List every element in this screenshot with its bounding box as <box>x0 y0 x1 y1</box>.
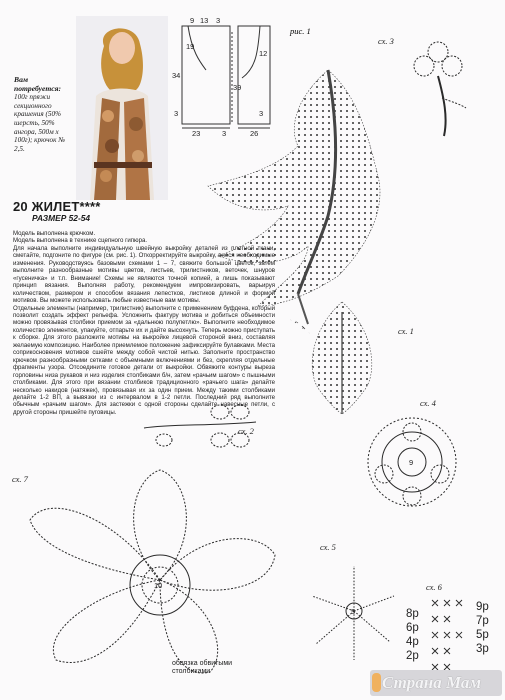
label-scheme-7: сх. 7 <box>12 474 28 484</box>
label-scheme-3: сх. 3 <box>378 36 394 46</box>
logo-figure-icon <box>372 673 381 692</box>
dim-bottom-1: 23 <box>192 129 201 138</box>
row-3: 3р <box>476 643 489 655</box>
dim-left-mid: 19 <box>186 42 195 51</box>
row-numbers-right <box>476 600 489 656</box>
row-7: 7р <box>476 615 489 627</box>
scheme-7-flower <box>10 460 300 685</box>
scheme-4-flower <box>352 400 472 520</box>
paragraph-1: Модель выполнена крючком. <box>13 230 96 237</box>
label-scheme-1: сх. 1 <box>398 326 414 336</box>
dim-hem-right: 3 <box>259 109 264 118</box>
materials-block <box>14 76 76 153</box>
scheme-6-grid <box>426 594 466 674</box>
size-label: РАЗМЕР 52-54 <box>32 213 91 223</box>
scheme-5-star <box>304 556 404 666</box>
dim-arm: 12 <box>259 49 268 58</box>
dim-bottom-2: 3 <box>222 129 227 138</box>
materials-text: 100г пряжи секционного крашения (50% шерсть, 50% ангора, 500м x 100г); крючок № 2,5. <box>14 93 66 153</box>
row-6: 6р <box>406 622 419 634</box>
scheme-5-center-number: 5 <box>351 607 356 616</box>
site-logo <box>370 670 502 696</box>
fig-label: рис. 1 <box>290 26 311 36</box>
scheme-7-center-number: 10 <box>154 581 163 590</box>
article-title: 20 ЖИЛЕТ**** <box>13 199 101 214</box>
materials-heading: Вам потребуется: <box>14 75 62 93</box>
model-photo <box>76 16 168 200</box>
paragraph-3: Для начала выполните индивидуальную швейную выкройку деталей из плотной ткани, сметайте, подгоните по фигуре (см. рис. 1). Откорректируйте выкройку, внеся необходимые изменения. Руководствуясь базовыми схемами 1 – 7, свяжите большой цветок, затем выполните разнообразные мотивы цветов, листьев, трилистников, веточек, шнуров «гусеничка» и т.п. Внимание! Схемы не являются точной копией, а лишь показывают принцип вязания. Выполняя работу, рекомендуем импровизировать, варьируя количеством, размером и способом вязания лепестков, листиков длиной и формой мотивов. Вы можете использовать любые известные вам мотивы. <box>13 244 275 305</box>
dim-top-3: 3 <box>216 16 221 25</box>
row-4: 4р <box>406 636 419 648</box>
paragraph-4: Отдельные элементы (например, трилистник) выполните с применением буфдена, который позволит создать эффект рельефа. Усложнить фактуру мотива и добиться объемности можно провязывая столбики приемом за «дальнюю полупетлю». Выполните необходимое количество элементов, упакуйте, отпарьте их и дайте высохнуть. Теперь можно приступать к сборке. Для этого разложите мотивы на выкройке лицевой стороной вниз, составляя желаемую композицию. Наиболее приемлемое положение зафиксируйте булавками. Места соприкосновения мотивов сшейте между собой чистой нитью. Заполните пространство крючком разнообразными сетками с объемными включениями и без, скрепляя отдельные фрагменты узора. Отсоедините готовое детали от выкройки. Обвяжите контуры выреза горловины низа рукавов и низ изделия столбиками б/н, затем «рачьим шагом» с пышными столбиками. Для этого при вязании столбиков традиционного «рачьего шага» делайте несколько накидов (натяжек), провязывая их за один прием. Между такими столбиками делайте 1-2 ВП, а вывязки из с интервалом в 1-2 петли. Последний ряд выполните обычным «рачьим шагом». Для застежки с одной стороны сделайте навесные петли, с другой стороны пришейте пуговицы. <box>13 304 275 416</box>
logo-text: Страна Мам <box>382 673 482 692</box>
row-numbers-left <box>406 607 419 663</box>
label-scheme-5: сх. 5 <box>320 542 336 552</box>
scheme-4-center-number: 9 <box>409 458 414 467</box>
label-scheme-2: сх. 2 <box>238 426 254 436</box>
label-scheme-4: сх. 4 <box>420 398 436 408</box>
dim-hem-left: 3 <box>174 109 179 118</box>
label-scheme-6: сх. 6 <box>426 582 442 592</box>
dim-top-2: 13 <box>200 16 209 25</box>
dim-top-1: 9 <box>190 16 195 25</box>
row-9: 9р <box>476 601 489 613</box>
instructions-text <box>13 230 275 416</box>
dim-side: 34 <box>172 71 181 80</box>
row-8: 8р <box>406 608 419 620</box>
paragraph-2: Модель выполнена в технике сцепного гипюра. <box>13 237 148 245</box>
dim-width-top: 39 <box>233 83 242 92</box>
dim-bottom-3: 26 <box>250 129 259 138</box>
scheme-3-trefoil <box>408 38 468 138</box>
row-2: 2р <box>406 650 419 662</box>
edging-annotation: обвязка обвитыми столбиками <box>172 660 233 675</box>
row-5: 5р <box>476 629 489 641</box>
